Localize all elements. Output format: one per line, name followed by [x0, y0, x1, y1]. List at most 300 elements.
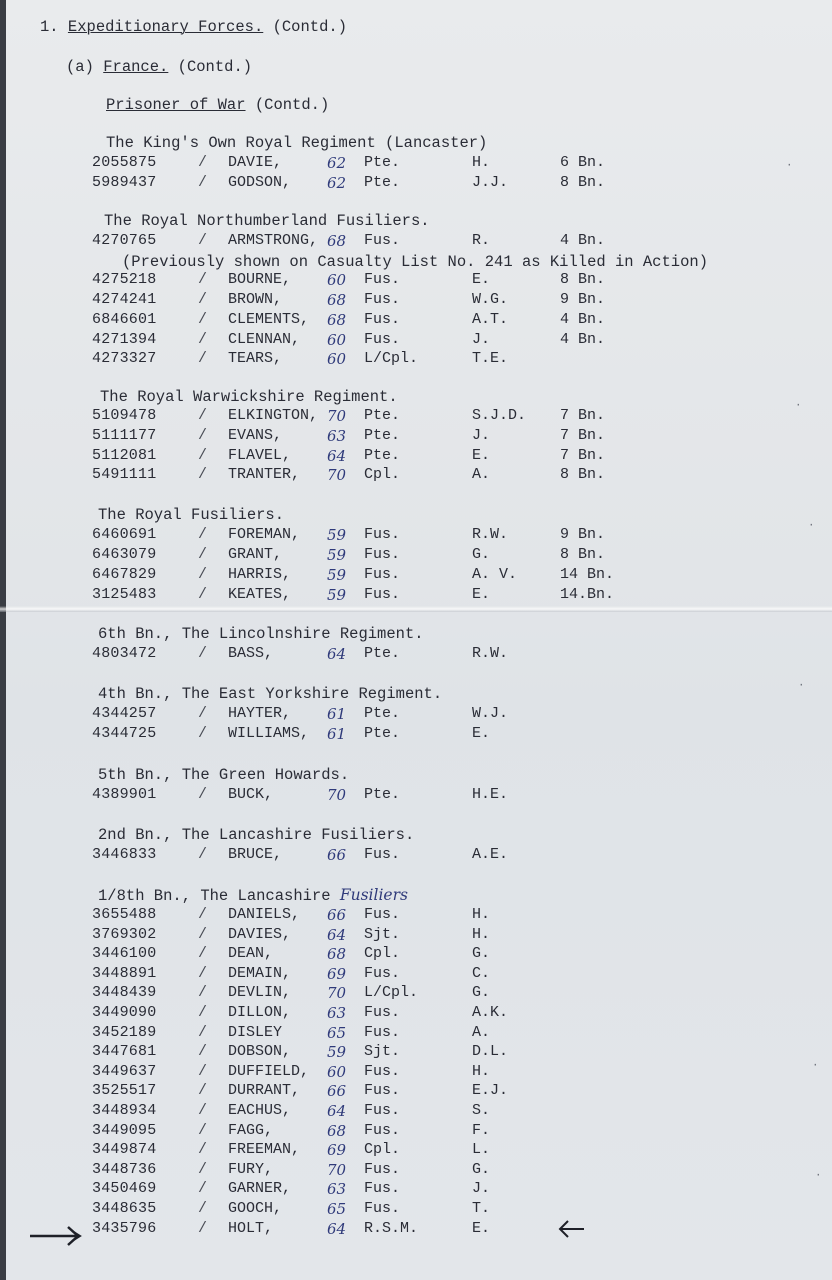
- table-row: [0, 407, 832, 427]
- surname: BROWN,: [228, 291, 283, 308]
- service-number: 3449095: [92, 1122, 157, 1139]
- initials: J.J.: [472, 174, 509, 191]
- service-number: 5491111: [92, 466, 157, 483]
- battalion: 7 Bn.: [560, 407, 606, 424]
- section-title: 1/8th Bn., The Lancashire Fusiliers: [98, 886, 408, 905]
- service-number: 5109478: [92, 407, 157, 424]
- service-number: 2055875: [92, 154, 157, 171]
- initials: W.G.: [472, 291, 509, 308]
- initials: J.: [472, 1180, 491, 1197]
- initials: H.: [472, 154, 491, 171]
- table-row: [0, 1180, 832, 1200]
- rank: Fus.: [364, 546, 401, 563]
- section-title: The Royal Warwickshire Regiment.: [100, 388, 398, 406]
- heading-france: (a) France. (Contd.): [66, 58, 253, 76]
- initials: H.: [472, 1063, 491, 1080]
- surname: DUFFIELD,: [228, 1063, 310, 1080]
- casualty-note: (Previously shown on Casualty List No. 241 as Killed in Action): [122, 253, 708, 271]
- rank: Fus.: [364, 526, 401, 543]
- handwritten-number: 65: [327, 1024, 347, 1042]
- speck: ·: [795, 400, 802, 412]
- table-row: [0, 906, 832, 926]
- battalion: 8 Bn.: [560, 271, 606, 288]
- surname: DURRANT,: [228, 1082, 301, 1099]
- handwritten-number: 65: [327, 1200, 347, 1218]
- table-row: [0, 984, 832, 1004]
- table-row: [0, 1102, 832, 1122]
- surname: HARRIS,: [228, 566, 292, 583]
- service-number: 4270765: [92, 232, 157, 249]
- handwritten-number: 66: [327, 846, 347, 864]
- initials: A.E.: [472, 846, 509, 863]
- check-tick: /: [198, 846, 208, 863]
- table-row: [0, 174, 832, 194]
- table-row: [0, 846, 832, 866]
- service-number: 4389901: [92, 786, 157, 803]
- handwritten-number: 60: [327, 1063, 347, 1081]
- rank: Fus.: [364, 331, 401, 348]
- rank: Pte.: [364, 154, 401, 171]
- service-number: 3125483: [92, 586, 157, 603]
- handwritten-number: 62: [327, 154, 347, 172]
- initials: T.E.: [472, 350, 509, 367]
- initials: H.E.: [472, 786, 509, 803]
- table-row: [0, 926, 832, 946]
- check-tick: /: [198, 1220, 208, 1237]
- surname: DEVLIN,: [228, 984, 292, 1001]
- handwritten-number: 61: [327, 705, 347, 723]
- rank: Fus.: [364, 586, 401, 603]
- initials: W.J.: [472, 705, 509, 722]
- surname: DILLON,: [228, 1004, 292, 1021]
- handwritten-number: 69: [327, 1141, 347, 1159]
- rank: Fus.: [364, 311, 401, 328]
- service-number: 4344725: [92, 725, 157, 742]
- surname: EACHUS,: [228, 1102, 292, 1119]
- rank: Pte.: [364, 645, 401, 662]
- handwritten-number: 64: [327, 926, 347, 944]
- check-tick: /: [198, 526, 208, 543]
- service-number: 3448736: [92, 1161, 157, 1178]
- check-tick: /: [198, 965, 208, 982]
- rank: Fus.: [364, 1024, 401, 1041]
- handwritten-number: 62: [327, 174, 347, 192]
- surname: WILLIAMS,: [228, 725, 310, 742]
- table-row: [0, 1161, 832, 1181]
- surname: BUCK,: [228, 786, 274, 803]
- rank: Fus.: [364, 271, 401, 288]
- initials: G.: [472, 1161, 491, 1178]
- check-tick: /: [198, 1200, 208, 1217]
- table-row: [0, 1220, 832, 1240]
- initials: E.: [472, 725, 491, 742]
- handwritten-number: 68: [327, 291, 347, 309]
- initials: G.: [472, 945, 491, 962]
- check-tick: /: [198, 705, 208, 722]
- table-row: [0, 291, 832, 311]
- handwritten-number: 61: [327, 725, 347, 743]
- handwritten-number: 59: [327, 586, 347, 604]
- handwritten-number: 70: [327, 1161, 347, 1179]
- surname: TRANTER,: [228, 466, 301, 483]
- check-tick: /: [198, 984, 208, 1001]
- rank: Cpl.: [364, 466, 401, 483]
- section-title: 5th Bn., The Green Howards.: [98, 766, 350, 784]
- handwritten-number: 59: [327, 546, 347, 564]
- service-number: 3435796: [92, 1220, 157, 1237]
- rank: Fus.: [364, 906, 401, 923]
- heading-prisoner-of-war: Prisoner of War (Contd.): [106, 96, 330, 114]
- rank: Fus.: [364, 965, 401, 982]
- handwritten-number: 59: [327, 1043, 347, 1061]
- rank: Sjt.: [364, 1043, 401, 1060]
- service-number: 3447681: [92, 1043, 157, 1060]
- table-row: [0, 1141, 832, 1161]
- rank: L/Cpl.: [364, 350, 419, 367]
- handwritten-number: 64: [327, 1220, 347, 1238]
- handwritten-number: 70: [327, 786, 347, 804]
- battalion: 6 Bn.: [560, 154, 606, 171]
- battalion: 4 Bn.: [560, 311, 606, 328]
- rank: Fus.: [364, 291, 401, 308]
- rank: Pte.: [364, 725, 401, 742]
- surname: GRANT,: [228, 546, 283, 563]
- check-tick: /: [198, 1004, 208, 1021]
- surname: BOURNE,: [228, 271, 292, 288]
- surname: ARMSTRONG,: [228, 232, 319, 249]
- battalion: 7 Bn.: [560, 427, 606, 444]
- table-row: [0, 1122, 832, 1142]
- handwritten-number: 64: [327, 447, 347, 465]
- table-row: [0, 725, 832, 745]
- surname: KEATES,: [228, 586, 292, 603]
- section-title: 4th Bn., The East Yorkshire Regiment.: [98, 685, 443, 703]
- speck: ·: [815, 1170, 822, 1182]
- surname: FAGG,: [228, 1122, 274, 1139]
- initials: J.: [472, 331, 491, 348]
- initials: S.J.D.: [472, 407, 527, 424]
- check-tick: /: [198, 154, 208, 171]
- surname: CLEMENTS,: [228, 311, 310, 328]
- table-row: [0, 1063, 832, 1083]
- table-row: [0, 1043, 832, 1063]
- service-number: 3446833: [92, 846, 157, 863]
- initials: S.: [472, 1102, 491, 1119]
- surname: DOBSON,: [228, 1043, 292, 1060]
- initials: H.: [472, 926, 491, 943]
- rank: Fus.: [364, 1200, 401, 1217]
- initials: F.: [472, 1122, 491, 1139]
- handwritten-title-word: Fusiliers: [339, 886, 408, 904]
- check-tick: /: [198, 1024, 208, 1041]
- service-number: 3769302: [92, 926, 157, 943]
- surname: TEARS,: [228, 350, 283, 367]
- table-row: [0, 526, 832, 546]
- table-row: [0, 232, 832, 252]
- check-tick: /: [198, 566, 208, 583]
- speck: ·: [808, 520, 815, 532]
- table-row: [0, 965, 832, 985]
- table-row: [0, 154, 832, 174]
- table-row: [0, 331, 832, 351]
- battalion: 8 Bn.: [560, 466, 606, 483]
- table-row: [0, 1200, 832, 1220]
- service-number: 3449874: [92, 1141, 157, 1158]
- surname: DANIELS,: [228, 906, 301, 923]
- surname: DAVIE,: [228, 154, 283, 171]
- speck: ·: [786, 160, 793, 172]
- table-row: [0, 786, 832, 806]
- service-number: 3525517: [92, 1082, 157, 1099]
- check-tick: /: [198, 1043, 208, 1060]
- service-number: 4344257: [92, 705, 157, 722]
- check-tick: /: [198, 311, 208, 328]
- handwritten-number: 63: [327, 1004, 347, 1022]
- rank: Fus.: [364, 1161, 401, 1178]
- check-tick: /: [198, 291, 208, 308]
- initials: R.W.: [472, 526, 509, 543]
- rank: Fus.: [364, 1122, 401, 1139]
- paper-fold-crease: [0, 606, 832, 612]
- service-number: 3446100: [92, 945, 157, 962]
- check-tick: /: [198, 174, 208, 191]
- service-number: 5989437: [92, 174, 157, 191]
- surname: BRUCE,: [228, 846, 283, 863]
- table-row: [0, 1004, 832, 1024]
- surname: GOOCH,: [228, 1200, 283, 1217]
- check-tick: /: [198, 645, 208, 662]
- table-row: [0, 1082, 832, 1102]
- handwritten-number: 63: [327, 1180, 347, 1198]
- check-tick: /: [198, 271, 208, 288]
- rank: Pte.: [364, 407, 401, 424]
- check-tick: /: [198, 1102, 208, 1119]
- handwritten-number: 63: [327, 427, 347, 445]
- initials: L.: [472, 1141, 491, 1158]
- handwritten-number: 64: [327, 1102, 347, 1120]
- table-row: [0, 705, 832, 725]
- initials: C.: [472, 965, 491, 982]
- rank: Pte.: [364, 427, 401, 444]
- handwritten-number: 68: [327, 311, 347, 329]
- table-row: [0, 1024, 832, 1044]
- section-title: The Royal Northumberland Fusiliers.: [104, 212, 430, 230]
- table-row: [0, 466, 832, 486]
- battalion: 4 Bn.: [560, 331, 606, 348]
- battalion: 7 Bn.: [560, 447, 606, 464]
- handwritten-number: 64: [327, 645, 347, 663]
- section-title: 2nd Bn., The Lancashire Fusiliers.: [98, 826, 415, 844]
- section-title: The Royal Fusiliers.: [98, 506, 285, 524]
- section-title: The King's Own Royal Regiment (Lancaster): [106, 134, 488, 152]
- rank: R.S.M.: [364, 1220, 419, 1237]
- initials: A. V.: [472, 566, 518, 583]
- service-number: 4275218: [92, 271, 157, 288]
- service-number: 6467829: [92, 566, 157, 583]
- handwritten-number: 60: [327, 271, 347, 289]
- surname: DAVIES,: [228, 926, 292, 943]
- surname: FLAVEL,: [228, 447, 292, 464]
- section-title: 6th Bn., The Lincolnshire Regiment.: [98, 625, 424, 643]
- table-row: [0, 645, 832, 665]
- initials: E.: [472, 447, 491, 464]
- service-number: 6460691: [92, 526, 157, 543]
- service-number: 4271394: [92, 331, 157, 348]
- handwritten-number: 70: [327, 407, 347, 425]
- handwritten-number: 59: [327, 526, 347, 544]
- service-number: 3450469: [92, 1180, 157, 1197]
- check-tick: /: [198, 447, 208, 464]
- table-row: [0, 427, 832, 447]
- rank: Sjt.: [364, 926, 401, 943]
- initials: G.: [472, 546, 491, 563]
- check-tick: /: [198, 725, 208, 742]
- initials: A.: [472, 466, 491, 483]
- rank: Fus.: [364, 1004, 401, 1021]
- initials: A.K.: [472, 1004, 509, 1021]
- surname: GODSON,: [228, 174, 292, 191]
- initials: R.: [472, 232, 491, 249]
- rank: Pte.: [364, 447, 401, 464]
- rank: Pte.: [364, 705, 401, 722]
- table-row: [0, 311, 832, 331]
- surname: DISLEY: [228, 1024, 283, 1041]
- handwritten-number: 66: [327, 1082, 347, 1100]
- check-tick: /: [198, 1063, 208, 1080]
- table-row: [0, 586, 832, 606]
- check-tick: /: [198, 407, 208, 424]
- handwritten-number: 68: [327, 945, 347, 963]
- table-row: [0, 945, 832, 965]
- initials: A.: [472, 1024, 491, 1041]
- service-number: 5111177: [92, 427, 157, 444]
- rank: Fus.: [364, 1082, 401, 1099]
- table-row: [0, 350, 832, 370]
- battalion: 14.Bn.: [560, 586, 615, 603]
- check-tick: /: [198, 945, 208, 962]
- check-tick: /: [198, 1180, 208, 1197]
- battalion: 4 Bn.: [560, 232, 606, 249]
- handwritten-number: 60: [327, 350, 347, 368]
- handwritten-number: 66: [327, 906, 347, 924]
- rank: Fus.: [364, 846, 401, 863]
- service-number: 3448891: [92, 965, 157, 982]
- rank: Pte.: [364, 786, 401, 803]
- check-tick: /: [198, 1082, 208, 1099]
- surname: BASS,: [228, 645, 274, 662]
- service-number: 3448934: [92, 1102, 157, 1119]
- pen-arrow-left-icon: [554, 1218, 586, 1242]
- table-row: [0, 546, 832, 566]
- handwritten-number: 68: [327, 1122, 347, 1140]
- initials: G.: [472, 984, 491, 1001]
- table-row: [0, 566, 832, 586]
- table-row: [0, 271, 832, 291]
- check-tick: /: [198, 466, 208, 483]
- rank: Cpl.: [364, 945, 401, 962]
- table-row: [0, 447, 832, 467]
- check-tick: /: [198, 1122, 208, 1139]
- check-tick: /: [198, 232, 208, 249]
- check-tick: /: [198, 546, 208, 563]
- service-number: 4273327: [92, 350, 157, 367]
- battalion: 9 Bn.: [560, 526, 606, 543]
- check-tick: /: [198, 906, 208, 923]
- check-tick: /: [198, 586, 208, 603]
- service-number: 3655488: [92, 906, 157, 923]
- rank: Fus.: [364, 566, 401, 583]
- check-tick: /: [198, 427, 208, 444]
- heading-expeditionary-forces: 1. Expeditionary Forces. (Contd.): [40, 18, 347, 36]
- surname: CLENNAN,: [228, 331, 301, 348]
- handwritten-number: 70: [327, 984, 347, 1002]
- handwritten-number: 70: [327, 466, 347, 484]
- rank: Pte.: [364, 174, 401, 191]
- rank: Fus.: [364, 1180, 401, 1197]
- handwritten-number: 59: [327, 566, 347, 584]
- rank: Cpl.: [364, 1141, 401, 1158]
- service-number: 3448635: [92, 1200, 157, 1217]
- check-tick: /: [198, 926, 208, 943]
- surname: DEMAIN,: [228, 965, 292, 982]
- rank: Fus.: [364, 1102, 401, 1119]
- pen-arrow-right-icon: [28, 1222, 84, 1250]
- service-number: 3452189: [92, 1024, 157, 1041]
- service-number: 5112081: [92, 447, 157, 464]
- initials: E.J.: [472, 1082, 509, 1099]
- surname: ELKINGTON,: [228, 407, 319, 424]
- surname: DEAN,: [228, 945, 274, 962]
- check-tick: /: [198, 786, 208, 803]
- handwritten-number: 69: [327, 965, 347, 983]
- battalion: 8 Bn.: [560, 546, 606, 563]
- check-tick: /: [198, 331, 208, 348]
- speck: ·: [812, 1060, 819, 1072]
- surname: GARNER,: [228, 1180, 292, 1197]
- handwritten-number: 60: [327, 331, 347, 349]
- check-tick: /: [198, 350, 208, 367]
- initials: H.: [472, 906, 491, 923]
- surname: EVANS,: [228, 427, 283, 444]
- initials: E.: [472, 1220, 491, 1237]
- surname: FURY,: [228, 1161, 274, 1178]
- speck: ·: [798, 680, 805, 692]
- surname: HAYTER,: [228, 705, 292, 722]
- surname: HOLT,: [228, 1220, 274, 1237]
- check-tick: /: [198, 1161, 208, 1178]
- service-number: 3449637: [92, 1063, 157, 1080]
- surname: FREEMAN,: [228, 1141, 301, 1158]
- service-number: 3449090: [92, 1004, 157, 1021]
- initials: J.: [472, 427, 491, 444]
- battalion: 14 Bn.: [560, 566, 615, 583]
- service-number: 3448439: [92, 984, 157, 1001]
- initials: A.T.: [472, 311, 509, 328]
- battalion: 9 Bn.: [560, 291, 606, 308]
- initials: E.: [472, 586, 491, 603]
- initials: T.: [472, 1200, 491, 1217]
- handwritten-number: 68: [327, 232, 347, 250]
- rank: Fus.: [364, 232, 401, 249]
- rank: L/Cpl.: [364, 984, 419, 1001]
- initials: D.L.: [472, 1043, 509, 1060]
- service-number: 6846601: [92, 311, 157, 328]
- service-number: 6463079: [92, 546, 157, 563]
- service-number: 4803472: [92, 645, 157, 662]
- check-tick: /: [198, 1141, 208, 1158]
- rank: Fus.: [364, 1063, 401, 1080]
- service-number: 4274241: [92, 291, 157, 308]
